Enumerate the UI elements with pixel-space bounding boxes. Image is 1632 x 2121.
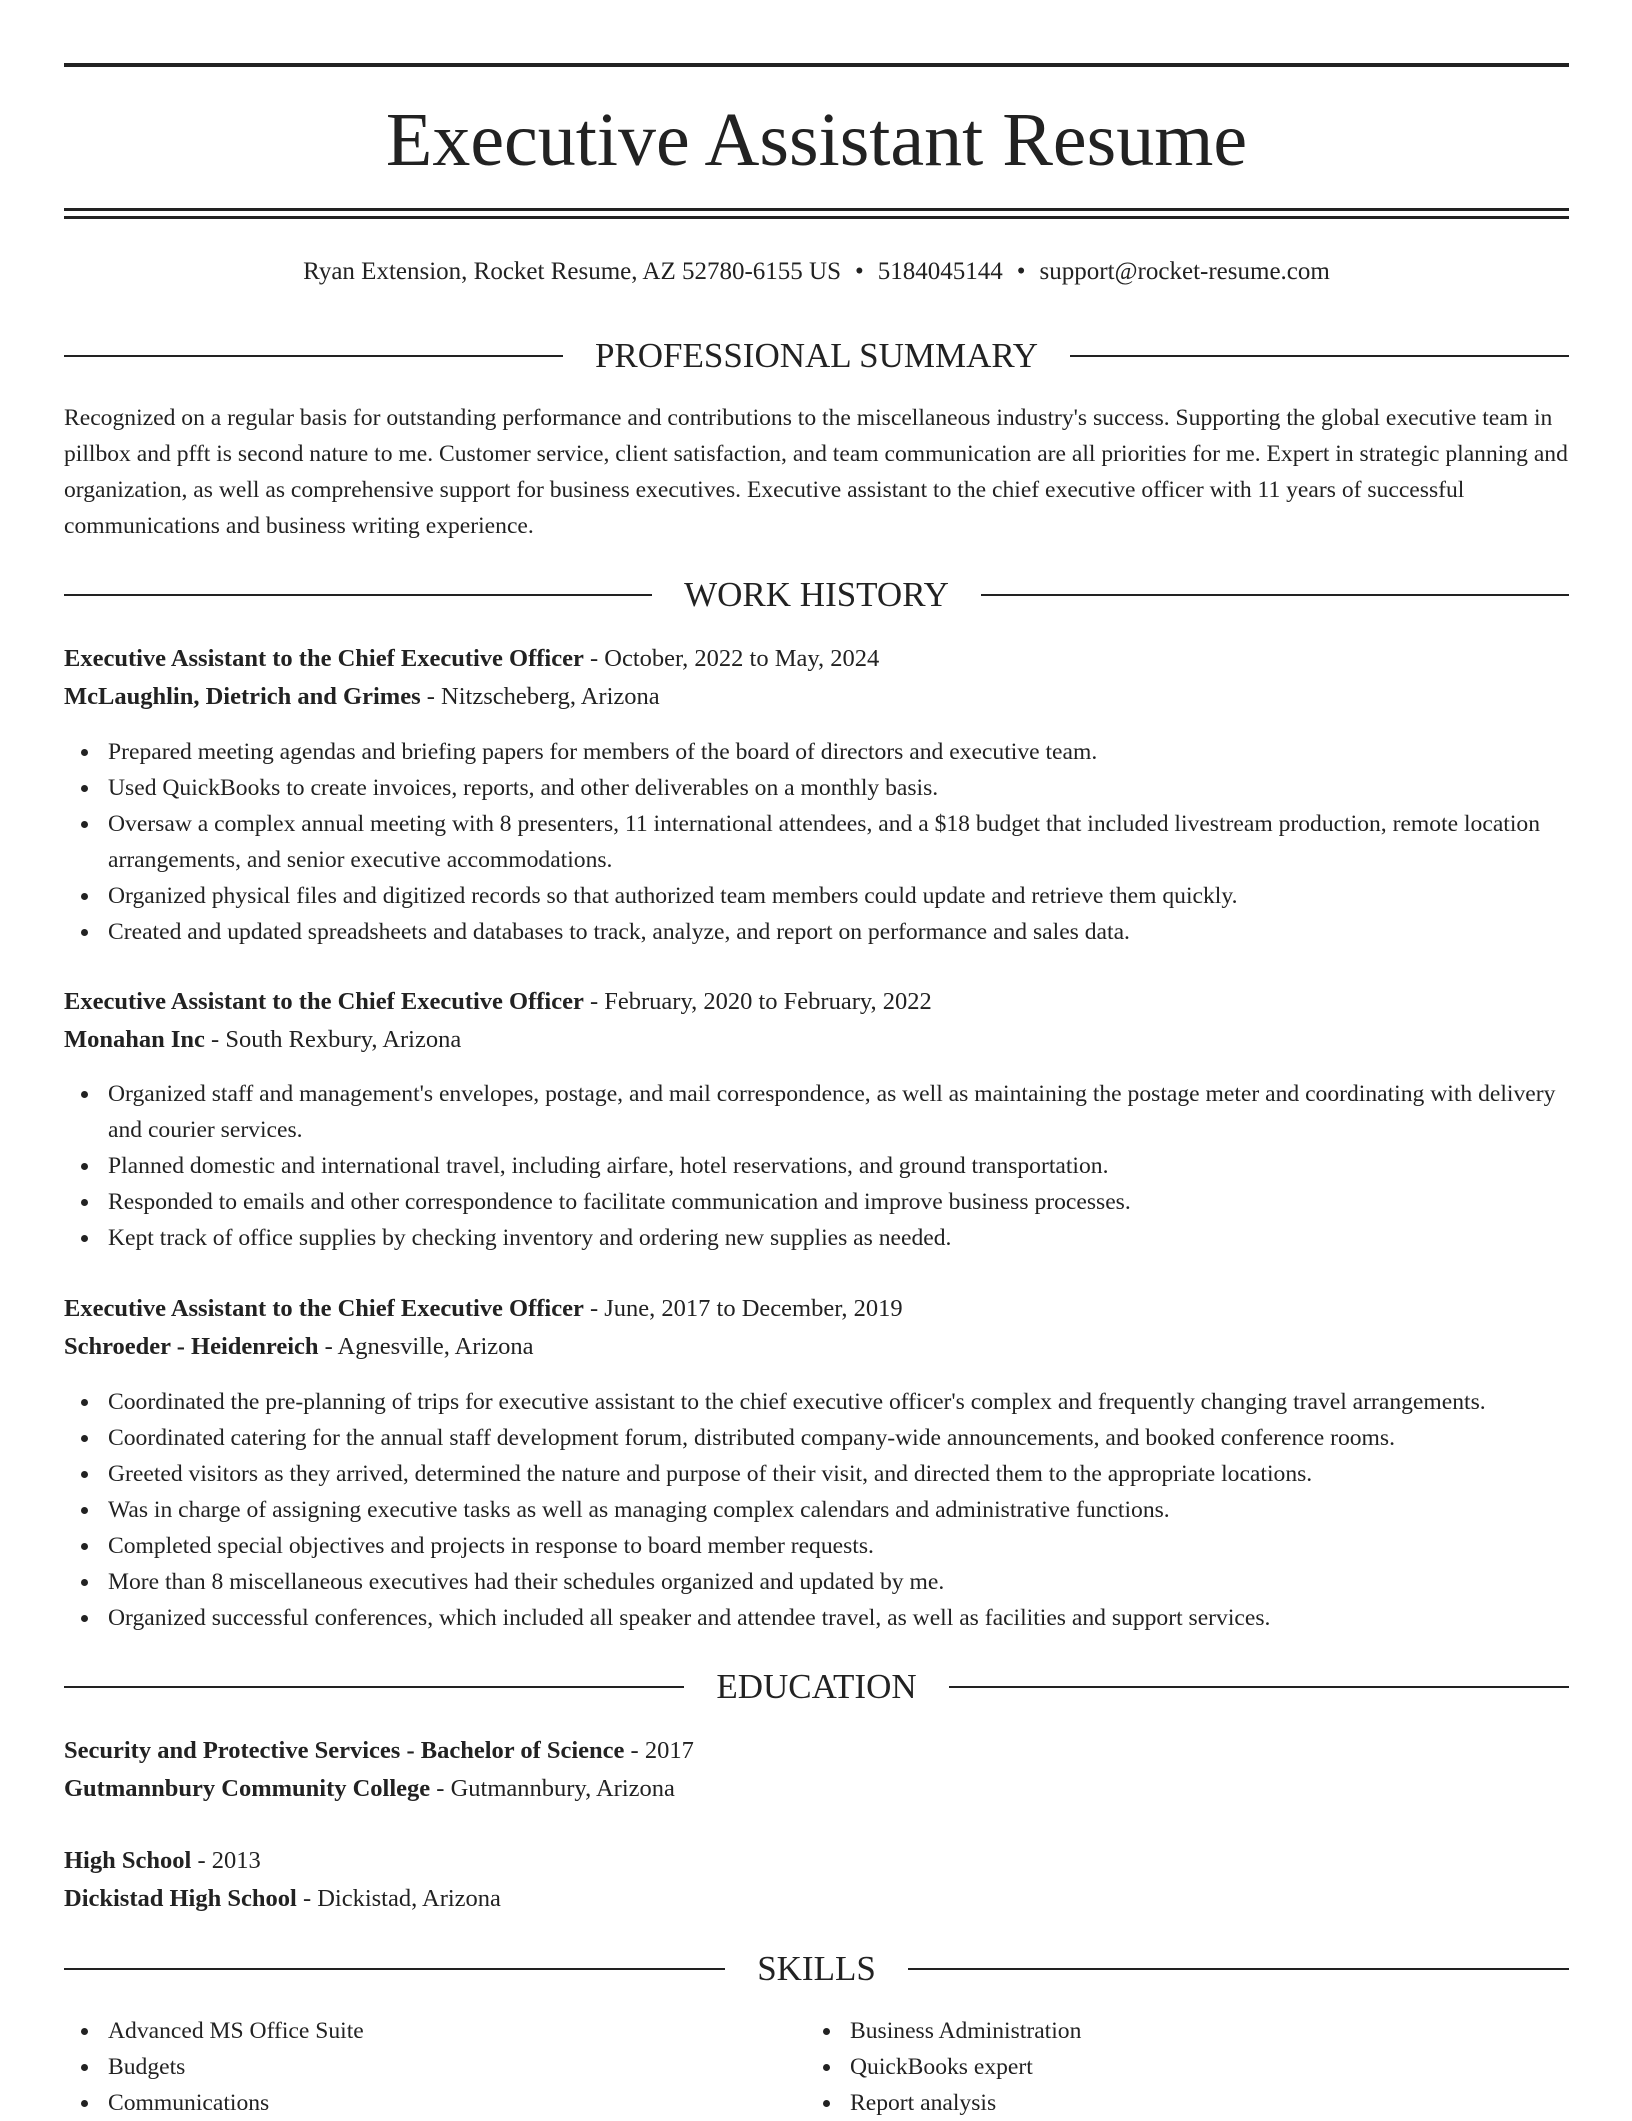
heading-rule <box>64 355 563 357</box>
skill-item: Communications <box>108 2085 764 2121</box>
education-school: Dickistad High School <box>64 1885 297 1912</box>
title-underline-rule <box>64 208 1569 211</box>
job-company-line <box>64 1329 1569 1365</box>
list-item: Used QuickBooks to create invoices, reports, and other deliverables on a monthly basis. <box>108 770 1569 806</box>
heading-rule <box>64 594 652 596</box>
job-title: Executive Assistant to the Chief Executive Officer <box>64 988 584 1015</box>
heading-rule <box>949 1686 1569 1688</box>
list-item: Was in charge of assigning executive tasks as well as managing complex calendars and administrative functions. <box>108 1492 1569 1528</box>
education-school-line <box>64 1771 1569 1807</box>
job-bullets <box>64 1384 1569 1636</box>
job-company: Monahan Inc <box>64 1026 205 1053</box>
job-bullets <box>64 734 1569 950</box>
contact-separator: • <box>1016 258 1026 285</box>
section-title: EDUCATION <box>716 1667 917 1706</box>
education-degree: High School <box>64 1847 192 1874</box>
job-bullets <box>64 1076 1569 1256</box>
job-title-line <box>64 984 1569 1020</box>
skills-list-left <box>64 2013 764 2121</box>
heading-rule <box>981 594 1569 596</box>
section-title: WORK HISTORY <box>684 575 949 614</box>
skill-item: Report analysis <box>850 2085 1506 2121</box>
summary-text: Recognized on a regular basis for outstanding performance and contributions to the miscellaneous industry's success. Supporting the global executive team in pillbox and pfft is second nature to me. Customer service, client satisfaction, and team communication are all priorities for me. Expert in strategic planning and organization, as well as comprehensive support for business executives. Executive assistant to the chief executive officer with 11 years of successful communications and business writing experience. <box>64 405 1568 539</box>
list-item: Planned domestic and international travel, including airfare, hotel reservations, and ground transportation. <box>108 1148 1569 1184</box>
job-title: Executive Assistant to the Chief Executive Officer <box>64 645 584 672</box>
section-heading-education <box>64 1665 1569 1709</box>
education-degree-line <box>64 1843 1569 1879</box>
list-item: Coordinated catering for the annual staff development forum, distributed company-wide announcements, and booked conference rooms. <box>108 1420 1569 1456</box>
list-item: Oversaw a complex annual meeting with 8 presenters, 11 international attendees, and a $18 budget that included livestream production, remote location arrangements, and senior executive accommodations. <box>108 806 1569 878</box>
job-company: Schroeder - Heidenreich <box>64 1333 319 1360</box>
skills-list-right <box>806 2013 1506 2121</box>
section-heading-work-history <box>64 573 1569 617</box>
skill-item: Advanced MS Office Suite <box>108 2013 764 2049</box>
title-underline-rule-2 <box>64 216 1569 219</box>
list-item: Kept track of office supplies by checking inventory and ordering new supplies as needed. <box>108 1220 1569 1256</box>
education-location: - Gutmannbury, Arizona <box>430 1775 675 1802</box>
job-title-line <box>64 641 1569 677</box>
list-item: Responded to emails and other correspondence to facilitate communication and improve business processes. <box>108 1184 1569 1220</box>
contact-separator: • <box>855 258 864 285</box>
list-item: Greeted visitors as they arrived, determined the nature and purpose of their visit, and directed them to the appropriate locations. <box>108 1456 1569 1492</box>
list-item: Coordinated the pre-planning of trips for executive assistant to the chief executive officer's complex and frequently changing travel arrangements. <box>108 1384 1569 1420</box>
list-item: Created and updated spreadsheets and databases to track, analyze, and report on performance and sales data. <box>108 914 1569 950</box>
contact-email: support@rocket-resume.com <box>1039 258 1330 285</box>
education-year: - 2013 <box>191 1847 261 1874</box>
job-dates: - February, 2020 to February, 2022 <box>583 988 932 1015</box>
skill-item: QuickBooks expert <box>850 2049 1506 2085</box>
heading-rule <box>64 1968 725 1970</box>
list-item: Organized physical files and digitized records so that authorized team members could update and retrieve them quickly. <box>108 878 1569 914</box>
contact-phone: 5184045144 <box>877 258 1003 285</box>
resume-title: Executive Assistant Resume <box>385 98 1248 182</box>
section-heading-summary <box>64 334 1569 378</box>
job-company: McLaughlin, Dietrich and Grimes <box>64 683 421 710</box>
list-item: More than 8 miscellaneous executives had their schedules organized and updated by me. <box>108 1564 1569 1600</box>
section-title: SKILLS <box>757 1949 876 1988</box>
section-title: PROFESSIONAL SUMMARY <box>594 336 1039 375</box>
education-school: Gutmannbury Community College <box>64 1775 431 1802</box>
job-title: Executive Assistant to the Chief Executive Officer <box>64 1295 584 1322</box>
section-heading-skills <box>64 1947 1569 1991</box>
list-item: Prepared meeting agendas and briefing papers for members of the board of directors and executive team. <box>108 734 1569 770</box>
job-dates: - October, 2022 to May, 2024 <box>583 645 880 672</box>
job-location: - Nitzscheberg, Arizona <box>420 683 660 710</box>
list-item: Completed special objectives and projects in response to board member requests. <box>108 1528 1569 1564</box>
list-item: Organized successful conferences, which included all speaker and attendee travel, as well as facilities and support services. <box>108 1600 1569 1636</box>
contact-line <box>64 254 1569 290</box>
job-company-line <box>64 679 1569 715</box>
job-company-line <box>64 1022 1569 1058</box>
education-school-line <box>64 1881 1569 1917</box>
education-degree: Security and Protective Services - Bachelor of Science <box>64 1737 625 1764</box>
heading-rule <box>908 1968 1569 1970</box>
heading-rule <box>1070 355 1569 357</box>
top-rule <box>64 63 1569 67</box>
heading-rule <box>64 1686 684 1688</box>
list-item: Organized staff and management's envelopes, postage, and mail correspondence, as well as maintaining the postage meter and coordinating with delivery and courier services. <box>108 1076 1569 1148</box>
education-location: - Dickistad, Arizona <box>296 1885 501 1912</box>
skill-item: Business Administration <box>850 2013 1506 2049</box>
contact-address: Ryan Extension, Rocket Resume, AZ 52780-6155 US <box>303 258 841 285</box>
job-location: - Agnesville, Arizona <box>318 1333 534 1360</box>
job-title-line <box>64 1291 1569 1327</box>
job-location: - South Rexbury, Arizona <box>204 1026 462 1053</box>
education-year: - 2017 <box>624 1737 694 1764</box>
education-degree-line <box>64 1733 1569 1769</box>
skill-item: Budgets <box>108 2049 764 2085</box>
job-dates: - June, 2017 to December, 2019 <box>583 1295 903 1322</box>
